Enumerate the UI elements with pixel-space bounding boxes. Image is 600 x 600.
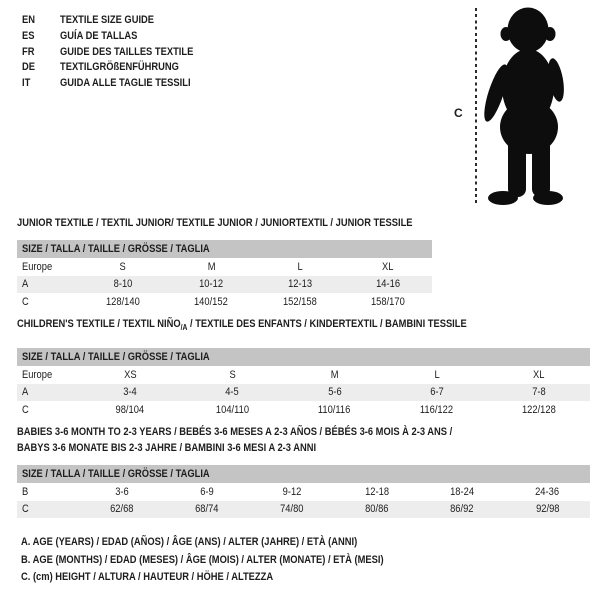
babies-size-table	[17, 465, 590, 518]
table-row-height	[17, 401, 590, 419]
language-code: EN	[22, 14, 35, 26]
value-cell: 62/68	[109, 503, 134, 516]
table-row-height	[17, 501, 590, 519]
value-cell: 92/98	[535, 503, 560, 516]
value-cell: 68/74	[195, 503, 219, 516]
value-cell: 10-12	[199, 278, 224, 291]
row-label: B	[22, 485, 29, 498]
table-row-height	[17, 293, 432, 311]
value-cell: 74/80	[280, 503, 304, 516]
language-title: GUIDE DES TAILLES TEXTILE	[60, 45, 194, 58]
size-bar: SIZE / TALLA / TAILLE / GRÖSSE / TAGLIA	[17, 240, 432, 258]
value-cell: 6-9	[199, 485, 214, 498]
language-title: GUÍA DE TALLAS	[60, 29, 138, 42]
language-row-en	[22, 13, 217, 29]
size-bar: SIZE / TALLA / TAILLE / GRÖSSE / TAGLIA	[17, 348, 590, 366]
value-cell: 128/140	[106, 295, 141, 308]
babies-section-heading	[17, 425, 529, 456]
row-label: Europe	[22, 368, 53, 381]
babies-heading-line1: BABIES 3-6 MONTH TO 2-3 YEARS / BEBÉS 3-6 MESES A 2-3 AÑOS / BÉBÉS 3-6 MOIS À 2-3 ANS /	[17, 426, 453, 438]
value-cell: 98/104	[115, 403, 145, 416]
size-cell: S	[120, 260, 127, 273]
value-cell: 14-16	[375, 278, 400, 291]
baby-silhouette-icon	[479, 5, 575, 207]
table-row-europe	[17, 366, 590, 384]
junior-size-table	[17, 240, 432, 311]
value-cell: 4-5	[225, 386, 240, 399]
value-cell: 3-6	[114, 485, 129, 498]
value-cell: 140/152	[194, 295, 229, 308]
value-cell: 122/128	[521, 403, 556, 416]
value-cell: 104/110	[215, 403, 249, 416]
table-row-age	[17, 276, 432, 294]
babies-heading-line2: BABYS 3-6 MONATE BIS 2-3 JAHRE / BAMBINI 3-6 MESI A 2-3 ANNI	[17, 441, 317, 454]
size-bar: SIZE / TALLA / TAILLE / GRÖSSE / TAGLIA	[17, 465, 590, 483]
note-age-years: A. AGE (YEARS) / EDAD (AÑOS) / ÂGE (ANS) / ALTER (JAHRE) / ETÀ (ANNI)	[21, 536, 358, 548]
value-cell: 5-6	[327, 386, 342, 399]
row-label: A	[22, 278, 29, 291]
value-cell: 7-8	[532, 386, 546, 399]
value-cell: 9-12	[282, 485, 302, 498]
language-code: DE	[22, 61, 35, 74]
size-cell: S	[229, 368, 236, 381]
note-height-cm: C. (cm) HEIGHT / ALTURA / HAUTEUR / HÖHE / ALTEZZA	[21, 571, 274, 583]
value-cell: 12-13	[287, 278, 312, 291]
size-cell: XS	[123, 368, 137, 381]
language-title: TEXTILGRÖßENFÜHRUNG	[60, 61, 179, 74]
language-row-es	[22, 29, 217, 45]
height-dashed-line	[475, 8, 477, 206]
language-row-de	[22, 60, 217, 76]
table-row-europe	[17, 258, 432, 276]
note-age-months: B. AGE (MONTHS) / EDAD (MESES) / ÂGE (MOIS) / ALTER (MONATE) / ETÀ (MESI)	[21, 553, 384, 566]
row-label: C	[22, 295, 29, 308]
value-cell: 6-7	[429, 386, 444, 399]
row-label: A	[22, 386, 29, 399]
value-cell: 3-4	[123, 386, 137, 399]
value-cell: 24-36	[535, 485, 560, 498]
table-row-months	[17, 483, 590, 501]
size-cell: XL	[382, 260, 394, 273]
language-code: IT	[22, 77, 31, 90]
size-cell: M	[207, 260, 216, 273]
value-cell: 152/158	[282, 295, 317, 308]
children-size-table	[17, 348, 590, 419]
table-row-age	[17, 384, 590, 402]
row-label: Europe	[22, 260, 53, 273]
size-cell: XL	[533, 368, 545, 381]
size-cell: M	[330, 368, 339, 381]
language-title: TEXTILE SIZE GUIDE	[60, 14, 155, 26]
value-cell: 12-18	[365, 485, 390, 498]
children-heading-text: CHILDREN'S TEXTILE / TEXTIL $NIÑO_{/A}$ / TEXTILE DES ENFANTS / KINDERTEXTIL / BAMBINI TESSILE	[17, 318, 467, 333]
height-measure-label: C	[454, 106, 463, 120]
row-label: C	[22, 503, 29, 516]
junior-section-heading: JUNIOR TEXTILE / TEXTIL JUNIOR/ TEXTILE JUNIOR / JUNIORTEXTIL / JUNIOR TESSILE	[17, 217, 413, 229]
value-cell: 116/122	[420, 403, 454, 416]
value-cell: 158/170	[370, 295, 405, 308]
value-cell: 86/92	[450, 503, 474, 516]
value-cell: 18-24	[450, 485, 475, 498]
value-cell: 110/116	[318, 403, 351, 416]
language-title: GUIDA ALLE TAGLIE TESSILI	[60, 77, 191, 90]
language-row-fr	[22, 45, 217, 61]
language-code: ES	[22, 29, 35, 42]
children-section-heading	[17, 317, 546, 336]
value-cell: 8-10	[113, 278, 133, 291]
language-row-it	[22, 76, 217, 92]
size-cell: L	[434, 368, 440, 381]
size-cell: L	[297, 260, 303, 273]
value-cell: 80/86	[365, 503, 389, 516]
language-code: FR	[22, 45, 35, 58]
row-label: C	[22, 403, 29, 416]
nino-a-subscript: /A	[180, 323, 188, 333]
language-list	[22, 13, 217, 92]
legend-notes	[21, 534, 448, 587]
